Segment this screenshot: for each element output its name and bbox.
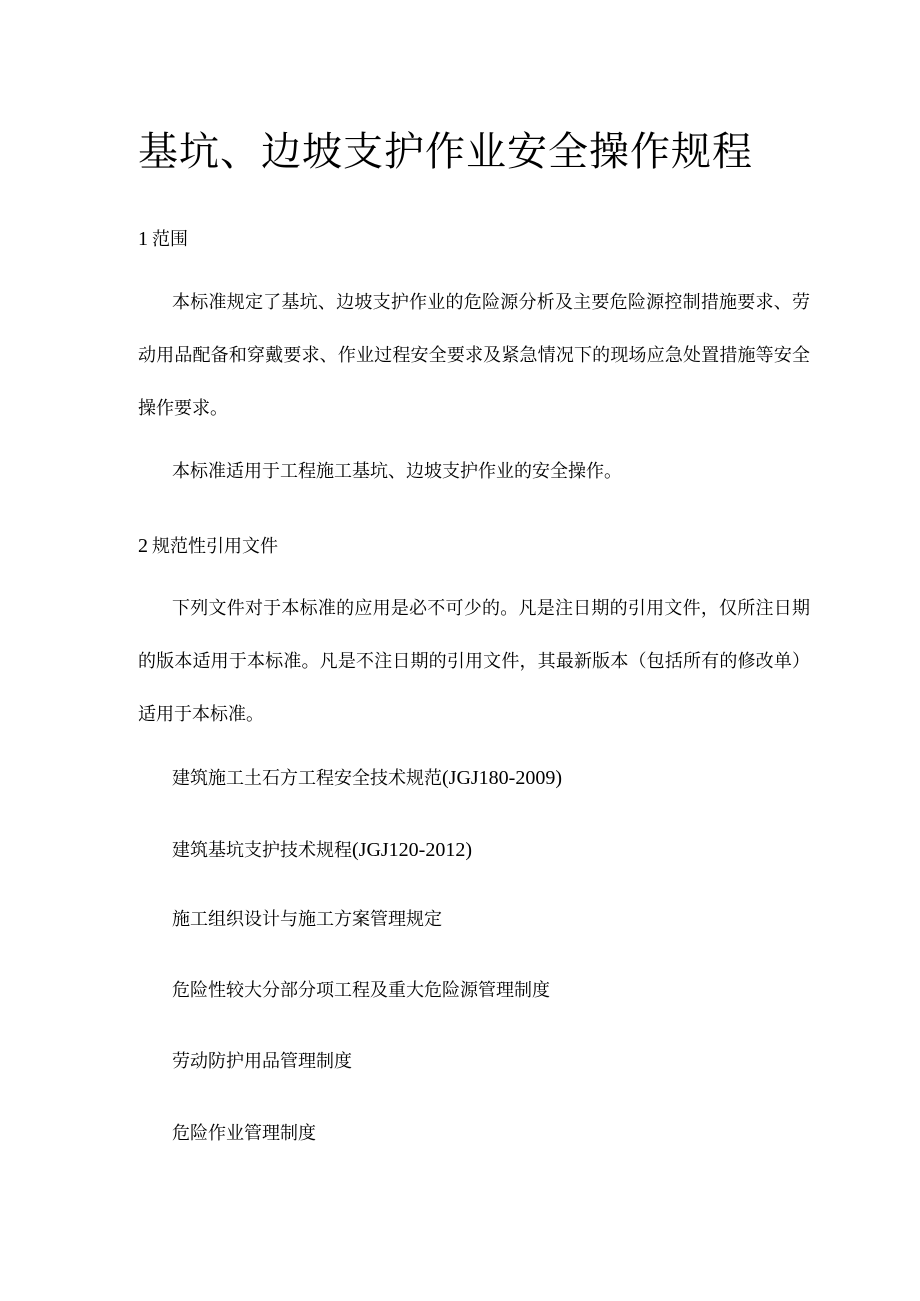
section-number: 2	[138, 535, 148, 557]
reference-name: 劳动防护用品管理制度	[172, 1051, 352, 1072]
reference-name: 危险性较大分部分项工程及重大危险源管理制度	[172, 980, 550, 1001]
paragraph: 本标准适用于工程施工基坑、边坡支护作业的安全操作。	[172, 461, 622, 482]
reference-name: 施工组织设计与施工方案管理规定	[172, 909, 442, 930]
paragraph: 本标准规定了基坑、边坡支护作业的危险源分析及主要危险源控制措施要求、劳动用品配备和穿戴要求、作业过程安全要求及紧急情况下的现场应急处置措施等安全操作要求。	[138, 292, 810, 419]
paragraph: 下列文件对于本标准的应用是必不可少的。凡是注日期的引用文件，仅所注日期的版本适用于本标准。凡是不注日期的引用文件，其最新版本（包括所有的修改单）适用于本标准。	[138, 598, 810, 725]
reference-code: (JGJ180-2009)	[442, 767, 562, 789]
reference-code: (JGJ120-2012)	[352, 839, 472, 861]
reference-item	[172, 977, 550, 1005]
reference-name: 建筑基坑支护技术规程	[172, 840, 352, 861]
section-title: 范围	[152, 229, 188, 250]
reference-item	[172, 1048, 352, 1076]
reference-name: 建筑施工土石方工程安全技术规范	[172, 768, 442, 789]
document-title: 基坑、边坡支护作业安全操作规程	[138, 129, 753, 175]
reference-item	[172, 764, 562, 793]
reference-name: 危险作业管理制度	[172, 1123, 316, 1144]
reference-item	[172, 836, 472, 865]
section-heading-scope	[138, 226, 188, 253]
section-title: 规范性引用文件	[152, 536, 278, 557]
reference-item	[172, 1120, 316, 1148]
section-number: 1	[138, 228, 148, 250]
reference-item	[172, 906, 442, 934]
section-heading-normative-references	[138, 533, 278, 560]
